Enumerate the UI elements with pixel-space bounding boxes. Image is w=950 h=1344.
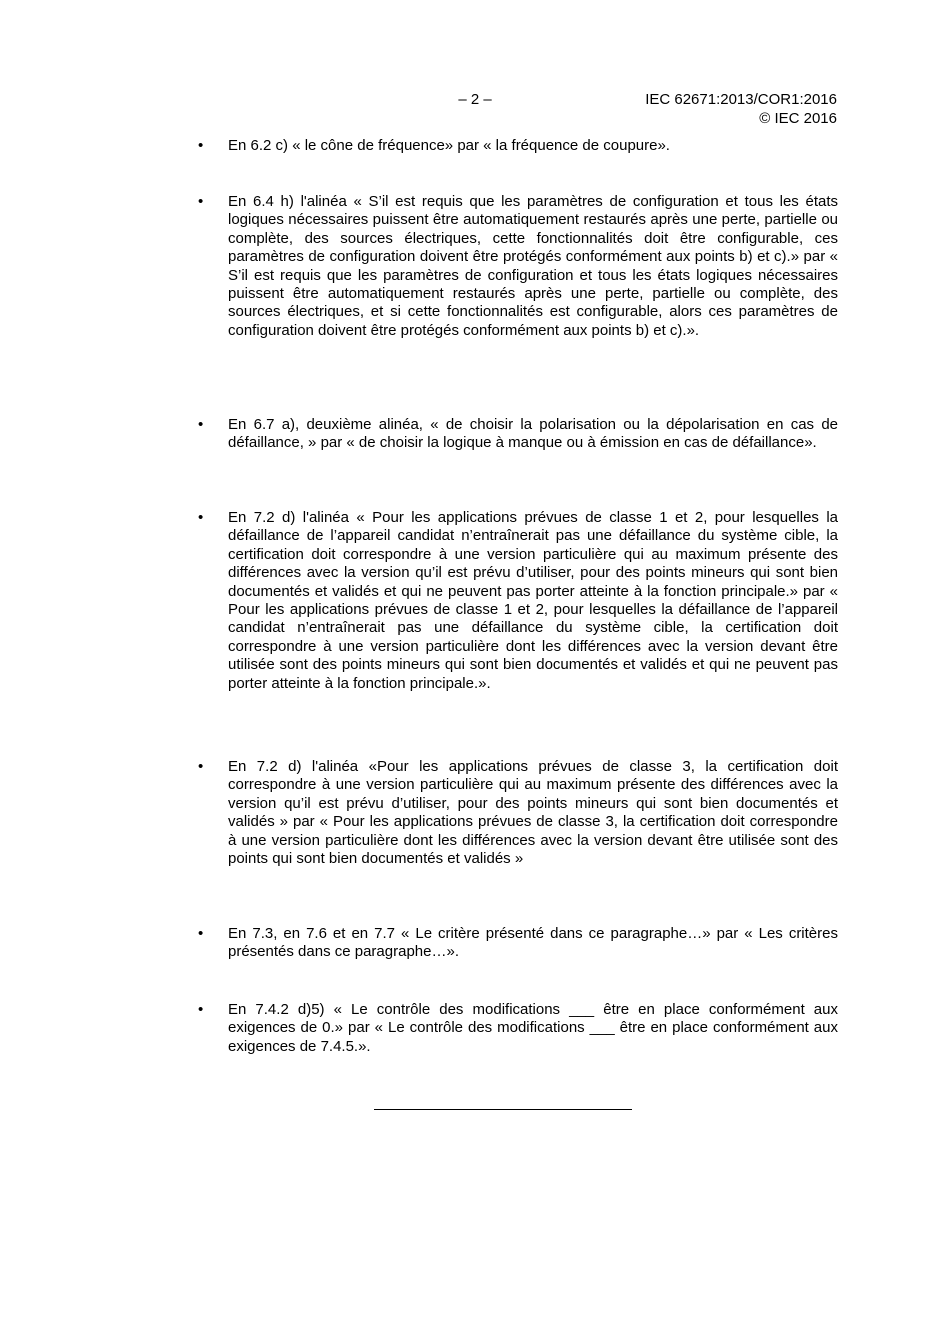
correction-text: En 7.3, en 7.6 et en 7.7 « Le critère présenté dans ce paragraphe…» par « Les critères présentés dans ce paragraphe…».	[228, 925, 838, 961]
copyright-notice: © IEC 2016	[759, 110, 837, 127]
end-of-document-rule	[374, 1109, 632, 1110]
correction-item	[198, 509, 838, 693]
correction-text: En 6.7 a), deuxième alinéa, « de choisir la polarisation ou la dépolarisation en cas de défaillance, » par « de choisir la logique à manque ou à émission en cas de défaillance».	[228, 416, 838, 452]
correction-text: En 7.2 d) l'alinéa «Pour les applications prévues de classe 3, la certification doit correspondre à une version particulière qui au maximum présente des différences avec la version qu’il est prévu d’utiliser, pour des points mineurs qui sont bien documentés et validés » par « Pour les applications prévues de classe 3, la certification doit correspondre à une version particulière dont les différences avec la version devant être utilisée sont des points qui sont bien documentés et validés »	[228, 758, 838, 868]
correction-item	[198, 1001, 838, 1056]
correction-item	[198, 925, 838, 962]
document-reference: IEC 62671:2013/COR1:2016	[645, 91, 837, 108]
correction-item	[198, 137, 838, 155]
correction-item	[198, 416, 838, 453]
document-header	[645, 90, 837, 128]
bullet-icon: •	[198, 758, 204, 775]
correction-item	[198, 758, 838, 868]
bullet-icon: •	[198, 137, 204, 154]
bullet-icon: •	[198, 1001, 204, 1018]
correction-text: En 6.4 h) l'alinéa « S’il est requis que les paramètres de configuration et tous les états logiques nécessaires puissent être automatiquement restaurés après une perte, partielle ou complète, des sources électriques, cette fonctionnalités doit être configurable, ces paramètres de configuration doivent être protégés conformément aux points b) et c).» par « S’il est requis que les paramètres de configuration et tous les états logiques nécessaires puissent être automatiquement restaurés après une perte, partielle ou complète, des sources électriques, et si cette fonctionnalités est configurable, alors ces paramètres de configuration doivent être protégés conformément aux points b) et c).».	[228, 193, 838, 339]
correction-item	[198, 193, 838, 340]
bullet-icon: •	[198, 509, 204, 526]
page-number: – 2 –	[458, 91, 492, 108]
correction-text: En 6.2 c) « le cône de fréquence» par « la fréquence de coupure».	[228, 137, 670, 154]
bullet-icon: •	[198, 193, 204, 210]
correction-text: En 7.2 d) l'alinéa « Pour les applications prévues de classe 1 et 2, pour lesquelles la défaillance de l’appareil candidat n’entraînerait pas une défaillance du système cible, la certification doit correspondre à une version particulière qui au maximum présente des différences avec la version qu’il est prévu d’utiliser, pour des points mineurs qui sont bien documentés et validés et qui ne peuvent pas porter atteinte à la fonction principale.» par « Pour les applications prévues de classe 1 et 2, pour lesquelles la défaillance de l’appareil candidat n’entraînerait pas une défaillance du système cible, la certification doit correspondre à une version particulière dont les différences avec la version devant être utilisée sont des points mineurs qui sont bien documentés et validés et qui ne peuvent pas porter atteinte à la fonction principale.».	[228, 509, 838, 692]
bullet-icon: •	[198, 416, 204, 433]
correction-text: En 7.4.2 d)5) « Le contrôle des modifications ___ être en place conformément aux exigences de 0.» par « Le contrôle des modifications ___ être en place conformément aux exigences de 7.4.5.».	[228, 1001, 838, 1055]
bullet-icon: •	[198, 925, 204, 942]
